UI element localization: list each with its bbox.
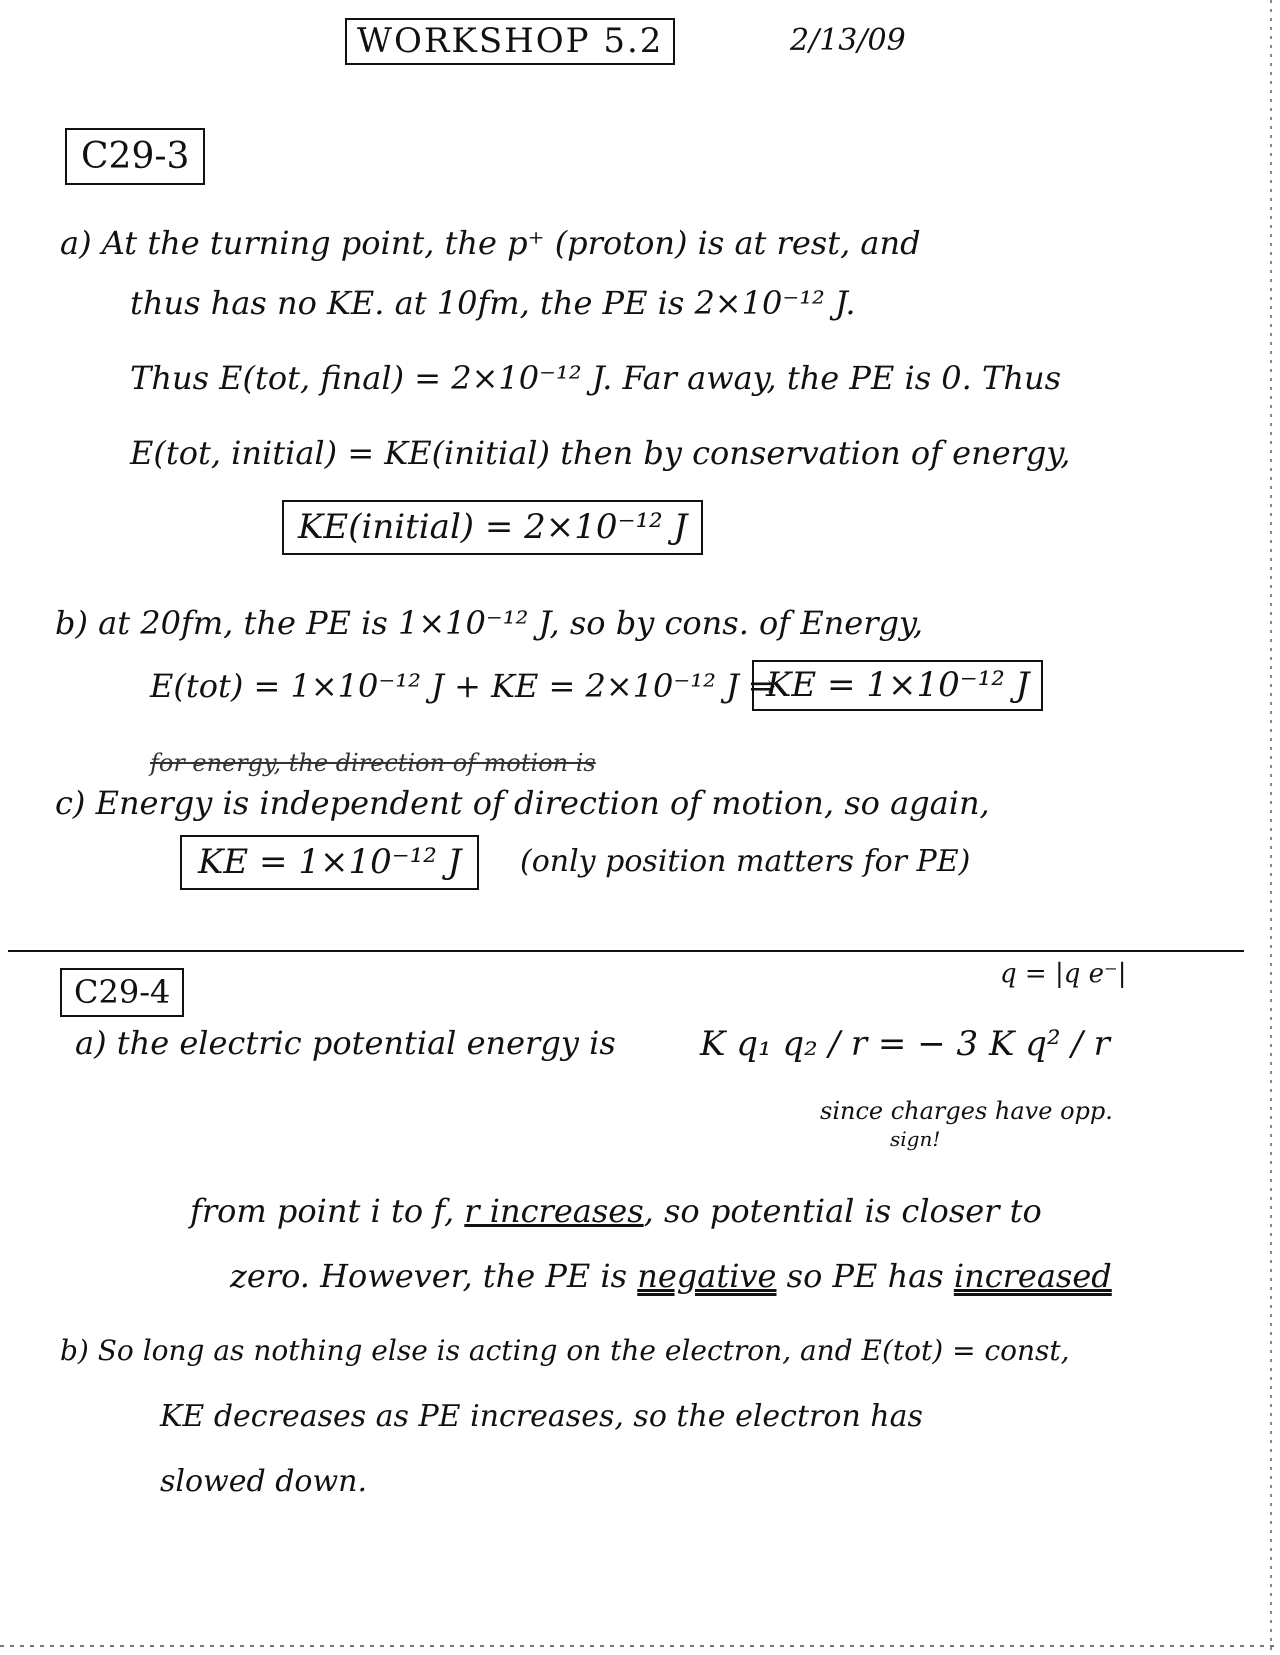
scan-edge-right	[1270, 0, 1272, 1655]
problem1-part-b-line1: b) at 20fm, the PE is 1×10⁻¹² J, so by cons. of Energy,	[55, 604, 923, 642]
problem2-paragraph-line2-middle: so PE has	[786, 1257, 944, 1295]
scan-edge-bottom	[0, 1645, 1280, 1647]
problem2-part-a-line1: a) the electric potential energy is	[75, 1024, 616, 1062]
problem2-part-a-formula: K q₁ q₂ / r = − 3 K q² / r	[700, 1024, 1110, 1064]
problem2-part-b-line2: KE decreases as PE increases, so the electron has	[160, 1399, 923, 1434]
problem2-paragraph-line1-prefix: from point i to f,	[190, 1192, 455, 1230]
problem2-part-a-note-line1: since charges have opp.	[820, 1097, 1113, 1125]
worksheet-title: WORKSHOP 5.2	[345, 18, 675, 65]
worksheet-date: 2/13/09	[790, 23, 906, 58]
problem2-negative: negative	[637, 1257, 777, 1295]
problem2-part-a-note-line2: sign!	[890, 1127, 941, 1151]
problem2-part-b-line3: slowed down.	[160, 1464, 368, 1499]
problem2-part-b-line1: b) So long as nothing else is acting on the electron, and E(tot) = const,	[60, 1334, 1070, 1367]
problem1-part-a-line3: Thus E(tot, final) = 2×10⁻¹² J. Far away, the PE is 0. Thus	[130, 359, 1061, 397]
problem1-part-a-result: KE(initial) = 2×10⁻¹² J	[282, 500, 703, 555]
problem2-charge-note: q = |q e⁻|	[1000, 959, 1127, 989]
problem1-part-a-line1: a) At the turning point, the p⁺ (proton) is at rest, and	[60, 224, 921, 262]
section-divider	[8, 950, 1244, 952]
problem-label-c29-4: C29-4	[60, 968, 184, 1017]
problem1-part-c-note: (only position matters for PE)	[520, 844, 971, 879]
problem2-paragraph-line2	[230, 1258, 1112, 1295]
problem2-paragraph-line1-suffix: , so potential is closer to	[643, 1192, 1042, 1230]
problem-label-c29-3: C29-3	[65, 128, 205, 185]
problem1-part-a-line4: E(tot, initial) = KE(initial) then by conservation of energy,	[130, 434, 1071, 472]
problem1-part-b-result: KE = 1×10⁻¹² J	[752, 660, 1043, 711]
problem1-part-c-struck-text: for energy, the direction of motion is	[150, 749, 596, 777]
problem1-part-c-line1: c) Energy is independent of direction of motion, so again,	[55, 784, 990, 822]
problem2-increased: increased	[953, 1257, 1112, 1295]
problem2-paragraph-line2-prefix: zero. However, the PE is	[230, 1257, 628, 1295]
problem1-part-b-line2: E(tot) = 1×10⁻¹² J + KE = 2×10⁻¹² J ⇒	[150, 667, 776, 705]
problem1-part-a-line2: thus has no KE. at 10fm, the PE is 2×10⁻¹² J.	[130, 284, 856, 322]
problem1-part-c-result: KE = 1×10⁻¹² J	[180, 835, 479, 890]
problem2-r-increases: r increases	[464, 1192, 644, 1230]
problem2-paragraph-line1	[190, 1193, 1042, 1230]
